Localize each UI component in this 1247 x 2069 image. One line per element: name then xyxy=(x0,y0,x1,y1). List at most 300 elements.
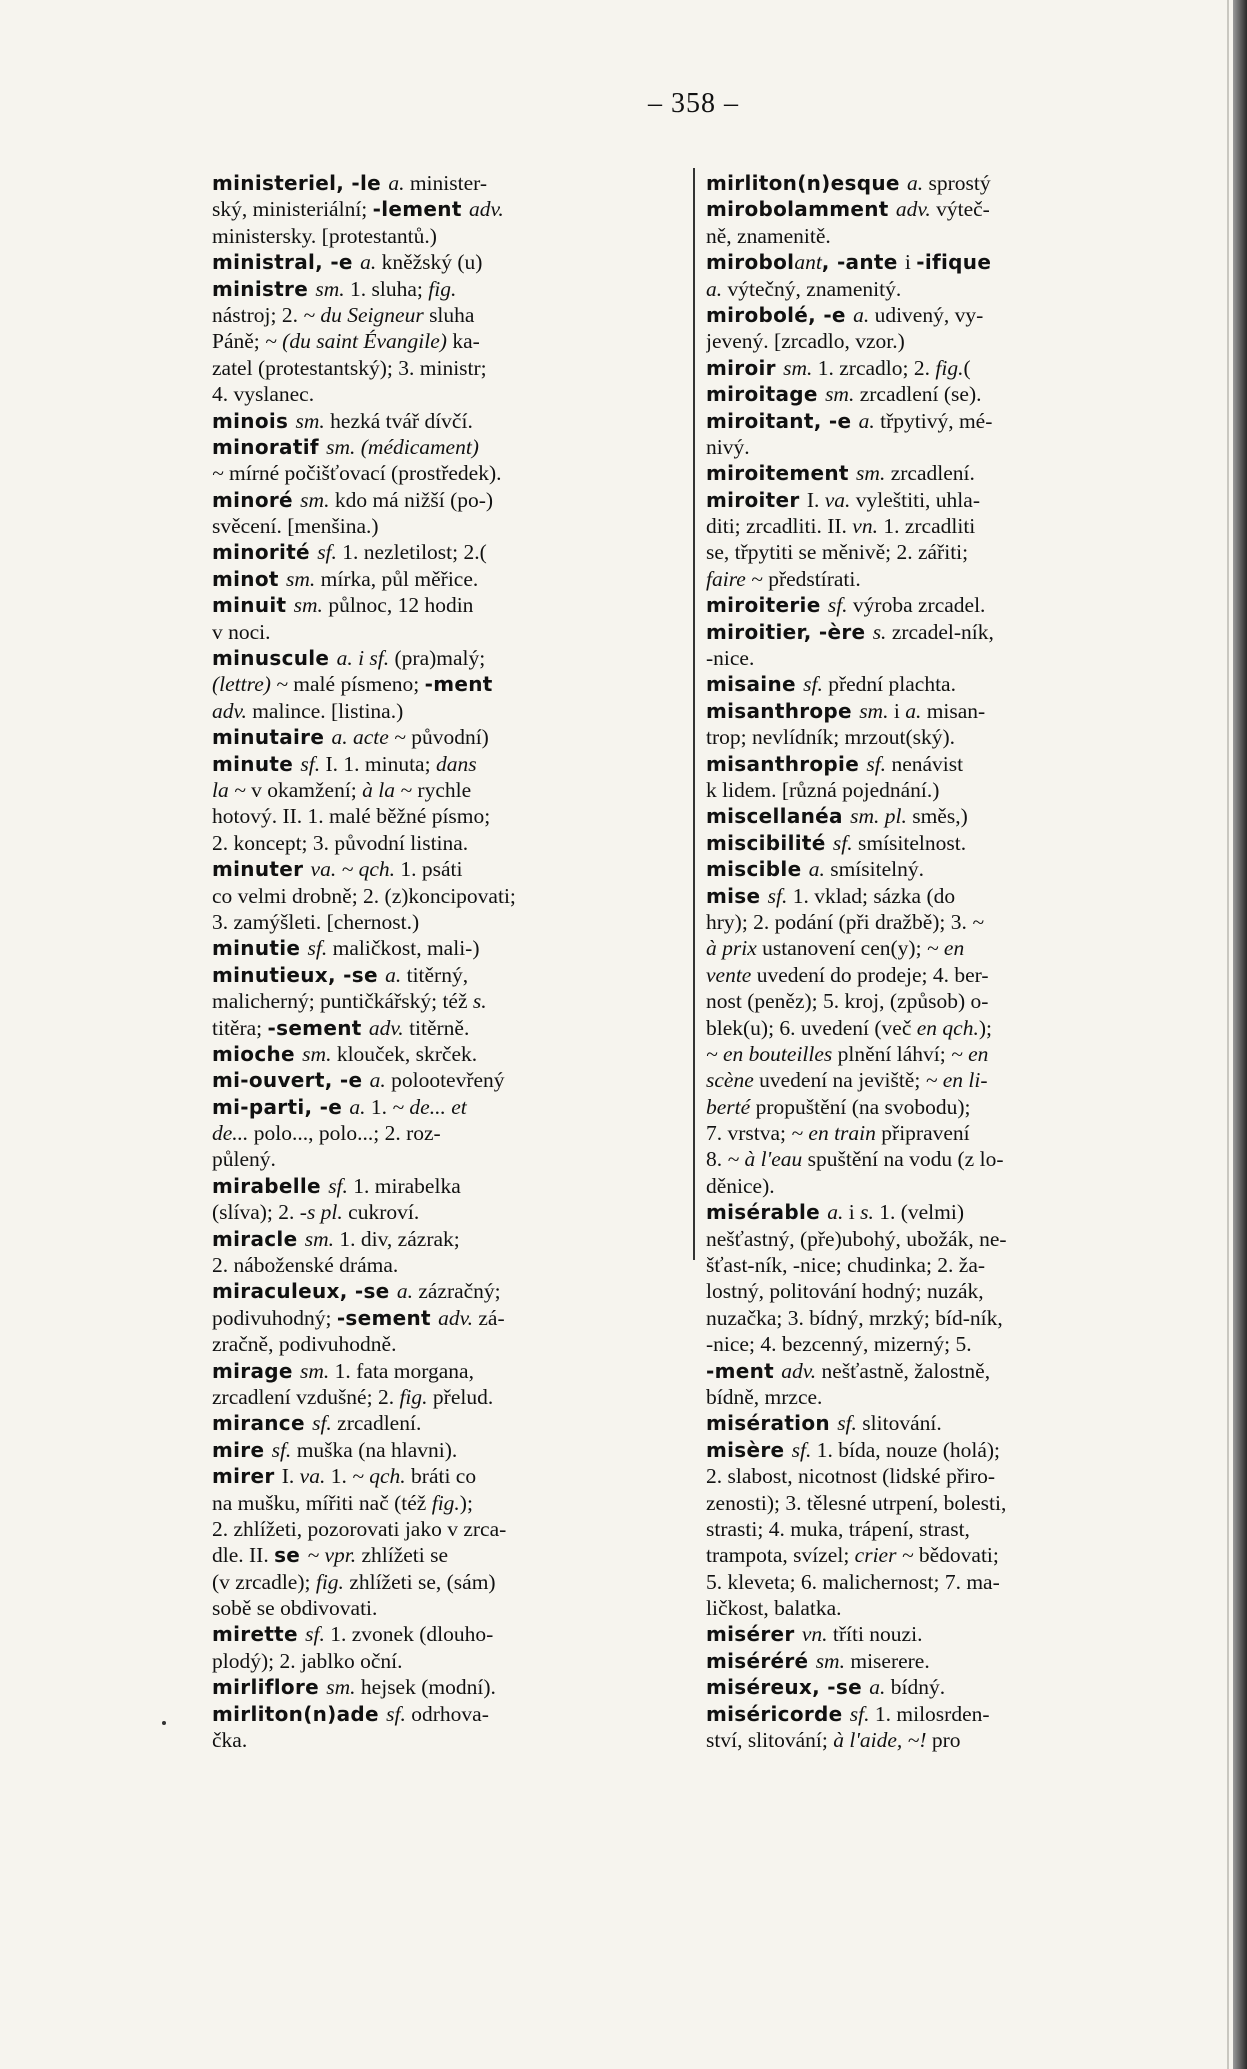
definition-text: mírka, půl měřice. xyxy=(320,566,479,591)
dictionary-line xyxy=(212,830,687,856)
definition-text: 1. xyxy=(370,1094,393,1119)
definition-text: klouček, skrček. xyxy=(336,1041,478,1066)
dictionary-line xyxy=(212,1410,687,1436)
dictionary-line xyxy=(212,1358,687,1384)
definition-text: 1. psáti xyxy=(400,857,463,882)
dictionary-line xyxy=(706,1542,1182,1568)
italic-text: fig. xyxy=(315,1569,350,1594)
definition-text: smísitelný. xyxy=(830,857,924,882)
definition-text: 1. mirabelka xyxy=(353,1173,461,1198)
page-edge-shadow xyxy=(1233,0,1247,2069)
definition-text: titěra; xyxy=(212,1015,268,1040)
dictionary-line xyxy=(706,1252,1182,1278)
headword: -sement xyxy=(336,1305,439,1330)
dictionary-line xyxy=(212,1252,687,1278)
dictionary-line xyxy=(706,566,1182,592)
headword: mire xyxy=(212,1437,272,1462)
definition-text: dle. II. xyxy=(212,1543,275,1568)
dictionary-line xyxy=(212,1305,687,1331)
italic-text: vn. xyxy=(852,514,884,539)
dictionary-line xyxy=(706,1410,1182,1436)
headword: miroitant, -e xyxy=(706,408,859,433)
headword: minute xyxy=(212,751,301,776)
definition-text: zrcadlení. xyxy=(337,1411,422,1436)
dictionary-line xyxy=(706,302,1182,328)
italic-text: a. xyxy=(906,171,929,195)
headword: misanthropie xyxy=(706,751,867,776)
dictionary-line xyxy=(706,355,1182,381)
definition-text: bídný. xyxy=(890,1675,946,1700)
italic-text: a. xyxy=(858,408,881,433)
dictionary-line xyxy=(212,1067,687,1093)
dictionary-line xyxy=(212,698,687,724)
italic-text: sm. xyxy=(825,382,860,407)
dictionary-line xyxy=(706,909,1182,935)
italic-text: à prix xyxy=(706,936,763,961)
definition-text: na mušku, mířiti nač (též xyxy=(212,1490,432,1515)
dictionary-line xyxy=(212,1701,687,1727)
dictionary-line xyxy=(212,1542,687,1568)
italic-text: ~ qch. xyxy=(352,1464,412,1489)
italic-text: adv. xyxy=(468,197,504,222)
dictionary-line xyxy=(212,1437,687,1463)
headword: miraculeux, -se xyxy=(212,1279,397,1304)
italic-text: ~ en xyxy=(951,1041,989,1066)
definition-text: 5. kleveta; 6. malichernost; 7. ma- xyxy=(706,1569,1000,1594)
dictionary-line xyxy=(212,276,687,302)
dictionary-line xyxy=(706,1490,1182,1516)
italic-text: a. xyxy=(360,250,382,275)
dictionary-line xyxy=(706,962,1182,988)
italic-text: ant xyxy=(794,250,822,275)
italic-text: sf. xyxy=(837,1411,863,1436)
headword: minutie xyxy=(212,936,308,961)
headword: minutieux, -se xyxy=(212,962,386,987)
definition-text: rychle xyxy=(417,777,472,802)
dictionary-line xyxy=(212,1621,687,1647)
italic-text: berté xyxy=(706,1094,756,1119)
dictionary-line xyxy=(706,1173,1182,1199)
dictionary-line xyxy=(212,1648,687,1674)
definition-text: polootevřený xyxy=(391,1068,505,1093)
dictionary-line xyxy=(706,619,1182,645)
headword: -sement xyxy=(267,1015,369,1040)
dictionary-line xyxy=(212,539,687,565)
definition-text: děnice). xyxy=(706,1173,775,1198)
italic-text: sm. xyxy=(856,461,891,486)
definition-text: i xyxy=(904,250,917,275)
dictionary-line xyxy=(212,724,687,750)
definition-text: minister- xyxy=(409,171,488,195)
definition-text: ustanovení cen(y); xyxy=(762,936,927,961)
headword: mirette xyxy=(212,1622,306,1647)
italic-text: ~ en xyxy=(926,936,965,961)
definition-text: malince. [listina.) xyxy=(252,698,404,723)
italic-text: sf. xyxy=(300,751,326,776)
italic-text: fig. xyxy=(431,1490,460,1515)
dictionary-line xyxy=(706,408,1182,434)
italic-text: s. xyxy=(872,619,892,644)
dictionary-line xyxy=(706,1199,1182,1225)
dictionary-line xyxy=(706,1674,1182,1700)
definition-text: I. xyxy=(281,1464,300,1489)
definition-text: hotový. II. 1. malé běžné písmo; xyxy=(212,804,491,829)
headword: mirliflore xyxy=(212,1675,327,1700)
dictionary-line xyxy=(212,619,687,645)
dictionary-line xyxy=(212,434,687,460)
dictionary-line xyxy=(706,1384,1182,1410)
headword: minuscule xyxy=(212,646,337,671)
dictionary-line xyxy=(706,1701,1182,1727)
headword: mise xyxy=(706,883,768,908)
italic-text: fig. xyxy=(935,355,964,380)
italic-text: sf. xyxy=(271,1437,297,1462)
dictionary-line xyxy=(212,1199,687,1225)
dictionary-line xyxy=(212,1226,687,1252)
dictionary-line xyxy=(212,249,687,275)
dictionary-line xyxy=(706,328,1182,354)
definition-text: 1. (velmi) xyxy=(879,1200,965,1225)
italic-text: sf. xyxy=(307,936,333,961)
italic-text: scène xyxy=(706,1068,760,1093)
definition-text: muška (na hlavni). xyxy=(296,1437,458,1462)
italic-text: sf. xyxy=(832,830,858,855)
definition-text: spuštění na vodu (z lo- xyxy=(807,1147,1004,1172)
dictionary-line xyxy=(706,1358,1182,1384)
definition-text: 1. div, zázrak; xyxy=(339,1226,460,1251)
italic-text: sm. xyxy=(315,276,351,301)
italic-text: a. i sf. xyxy=(336,646,395,671)
italic-text: sf. xyxy=(328,1173,354,1198)
headword: miroiterie xyxy=(706,593,828,618)
definition-text: hry); 2. podání (při dražbě); 3. xyxy=(706,909,973,934)
italic-text: ~ xyxy=(972,909,984,934)
definition-text: v noci. xyxy=(212,619,271,644)
italic-text: a. xyxy=(349,1094,371,1119)
dictionary-line xyxy=(706,381,1182,407)
italic-text: ~ du Seigneur xyxy=(303,302,430,327)
definition-text: 2. náboženské dráma. xyxy=(212,1253,399,1278)
italic-text: vn. xyxy=(801,1622,833,1647)
dictionary-line xyxy=(706,1305,1182,1331)
dictionary-line xyxy=(706,592,1182,618)
headword: miscellanéa xyxy=(706,804,851,829)
dictionary-line xyxy=(212,1120,687,1146)
definition-text: cukroví. xyxy=(348,1200,420,1225)
definition-text: tříti nouzi. xyxy=(832,1622,923,1647)
definition-text: ství, slitování; xyxy=(706,1728,834,1753)
italic-text: s. xyxy=(860,1200,880,1225)
definition-text: odrhova- xyxy=(411,1701,489,1726)
definition-text: v okamžení; xyxy=(251,777,363,802)
headword: minuit xyxy=(212,593,294,618)
definition-text: i xyxy=(848,1200,861,1225)
page-edge-line xyxy=(1227,0,1229,2069)
headword: miroiter xyxy=(706,487,807,512)
definition-text: zhlížeti se xyxy=(361,1543,449,1568)
dictionary-line xyxy=(706,830,1182,856)
definition-text: sobě se obdivovati. xyxy=(212,1596,378,1621)
definition-text: ličkost, balatka. xyxy=(706,1596,842,1621)
definition-text: kněžský (u) xyxy=(381,250,483,275)
definition-text: ministersky. [protestantů.) xyxy=(212,223,437,248)
definition-text: co velmi drobně; 2. (z)koncipovati; xyxy=(212,883,516,908)
headword: mirabelle xyxy=(212,1173,329,1198)
definition-text: malé písmeno; xyxy=(293,672,425,697)
dictionary-line xyxy=(212,170,687,196)
dictionary-line xyxy=(212,751,687,777)
definition-text: I. xyxy=(806,487,825,512)
definition-text: zrcadlení (se). xyxy=(859,382,982,407)
headword: minois xyxy=(212,408,296,433)
italic-text: crier ~ xyxy=(854,1543,919,1568)
headword: misérer xyxy=(706,1622,802,1647)
definition-text: lostný, politování hodný; nuzák, xyxy=(706,1279,984,1304)
italic-text: sm. pl. xyxy=(850,804,913,829)
italic-text: sf. xyxy=(317,540,343,565)
italic-text: a. xyxy=(827,1200,849,1225)
definition-text: hezká tvář dívčí. xyxy=(330,408,473,433)
headword: minoratif xyxy=(212,434,327,459)
dictionary-line xyxy=(212,1094,687,1120)
italic-text: va. xyxy=(299,1464,331,1489)
italic-text: va. ~ qch. xyxy=(310,857,401,882)
definition-text: sprostý xyxy=(928,171,991,195)
dictionary-line xyxy=(212,1173,687,1199)
dictionary-line xyxy=(706,1331,1182,1357)
definition-text: směs,) xyxy=(912,804,968,829)
dictionary-line xyxy=(212,909,687,935)
dictionary-line xyxy=(212,302,687,328)
right-column xyxy=(706,170,1182,1753)
definition-text: připravení xyxy=(881,1121,970,1146)
definition-text: 7. vrstva; xyxy=(706,1121,792,1146)
definition-text: přelud. xyxy=(432,1384,494,1409)
italic-text: sm. xyxy=(815,1648,851,1673)
italic-text: ~ vpr. xyxy=(307,1543,362,1568)
definition-text: zázračný; xyxy=(418,1279,501,1304)
headword: ministre xyxy=(212,276,316,301)
italic-text: sf. xyxy=(305,1622,331,1647)
definition-text: ( xyxy=(963,355,971,380)
italic-text: a. acte ~ xyxy=(331,725,412,750)
definition-text: k lidem. [různá pojednání.) xyxy=(706,777,940,802)
italic-text: a. xyxy=(396,1279,419,1304)
headword: miscibilité xyxy=(706,830,833,855)
definition-text: 1. nezletilost; 2.( xyxy=(342,540,487,565)
definition-text: 4. vyslanec. xyxy=(212,382,315,407)
italic-text: adv. xyxy=(368,1015,410,1040)
definition-text: 1. fata morgana, xyxy=(334,1358,474,1383)
definition-text: třpytivý, mé- xyxy=(880,408,993,433)
definition-text: původní) xyxy=(411,725,489,750)
dictionary-line xyxy=(212,1569,687,1595)
dictionary-line xyxy=(706,1067,1182,1093)
definition-text: uvedení do prodeje; 4. ber- xyxy=(756,962,989,987)
definition-text: přední plachta. xyxy=(828,672,956,697)
definition-text: šťast-ník, -nice; chudinka; 2. ža- xyxy=(706,1253,986,1278)
definition-text: zračně, podivuhodně. xyxy=(212,1332,397,1357)
headword: -ment xyxy=(424,672,493,697)
definition-text: 1. milosrden- xyxy=(874,1701,990,1726)
definition-text: zrcadlení vzdušné; 2. xyxy=(212,1384,400,1409)
definition-text: ský, ministeriální; xyxy=(212,197,373,222)
italic-text: sm. xyxy=(783,355,818,380)
definition-text: bědovati; xyxy=(918,1543,999,1568)
headword: mirliton(n)esque xyxy=(706,171,907,195)
italic-text: adv. xyxy=(212,698,253,723)
dictionary-line xyxy=(706,460,1182,486)
definition-text: nešťastný, (pře)ubohý, ubožák, ne- xyxy=(706,1226,1007,1251)
definition-text: maličkost, mali-) xyxy=(332,936,480,961)
definition-text: 1. xyxy=(330,1464,353,1489)
dictionary-line xyxy=(706,1146,1182,1172)
definition-text: strasti; 4. muka, trápení, strast, xyxy=(706,1516,970,1541)
italic-text: sm. xyxy=(286,566,321,591)
headword: mirobol xyxy=(706,250,795,275)
definition-text: 1. vklad; sázka (do xyxy=(792,883,956,908)
dictionary-line xyxy=(706,1727,1182,1753)
definition-text: nešťastně, žalostně, xyxy=(821,1358,991,1383)
dictionary-line xyxy=(706,1120,1182,1146)
dictionary-line xyxy=(212,1490,687,1516)
headword: miséreux, -se xyxy=(706,1675,870,1700)
definition-text: se, třpytiti se měnivě; 2. zářiti; xyxy=(706,540,969,565)
dictionary-line xyxy=(706,988,1182,1014)
headword: miroitage xyxy=(706,382,826,407)
italic-text: sm. (médicament) xyxy=(326,434,479,459)
definition-text: nenávist xyxy=(891,751,964,776)
definition-text: (pra)malý; xyxy=(394,646,486,671)
dictionary-line xyxy=(706,698,1182,724)
italic-text: a. xyxy=(385,962,407,987)
definition-text: malicherný; puntičkářský; též xyxy=(212,989,473,1014)
dictionary-line xyxy=(212,988,687,1014)
definition-text: sluha xyxy=(429,302,475,327)
italic-text: sm. xyxy=(300,487,335,512)
dictionary-line xyxy=(212,1463,687,1489)
dictionary-line xyxy=(706,1437,1182,1463)
definition-text: 1. sluha; xyxy=(350,276,429,301)
italic-text: -s pl. xyxy=(299,1200,349,1225)
dictionary-line xyxy=(212,1384,687,1410)
definition-text: plodý); 2. jablko oční. xyxy=(212,1648,403,1673)
definition-text: výteč- xyxy=(936,197,990,222)
dictionary-line xyxy=(212,355,687,381)
headword: mi-parti, -e xyxy=(212,1094,350,1119)
headword: mirobolamment xyxy=(706,197,896,222)
italic-text: sf. xyxy=(866,751,892,776)
dictionary-line xyxy=(212,328,687,354)
italic-text: adv. xyxy=(438,1305,479,1330)
headword: mirliton(n)ade xyxy=(212,1701,387,1726)
italic-text: fig. xyxy=(399,1384,433,1409)
dictionary-line xyxy=(706,513,1182,539)
dictionary-line xyxy=(212,1015,687,1041)
definition-text: propuštění (na svobodu); xyxy=(755,1094,971,1119)
definition-text: 3. zamýšleti. [chernost.) xyxy=(212,909,420,934)
headword: mirobolé, -e xyxy=(706,302,854,327)
headword: misérable xyxy=(706,1200,828,1225)
italic-text: la ~ xyxy=(212,777,252,802)
dictionary-line xyxy=(706,249,1182,275)
italic-text: sm. xyxy=(304,1226,340,1251)
headword: miscible xyxy=(706,857,809,882)
italic-text: adv. xyxy=(895,197,937,222)
definition-text: polo..., polo...; 2. roz- xyxy=(253,1121,441,1146)
dictionary-line xyxy=(706,1041,1182,1067)
dictionary-line xyxy=(706,196,1182,222)
dictionary-line xyxy=(706,539,1182,565)
definition-text: 8. xyxy=(706,1147,728,1172)
dictionary-line xyxy=(212,1516,687,1542)
headword: -lement xyxy=(372,197,469,222)
definition-text: uvedení na jeviště; xyxy=(759,1068,926,1093)
italic-text: a. xyxy=(853,302,875,327)
italic-text: ~ xyxy=(212,461,230,486)
definition-text: 1. bída, nouze (holá); xyxy=(816,1437,1001,1462)
headword: mirance xyxy=(212,1411,313,1436)
headword: minoré xyxy=(212,487,301,512)
dictionary-line xyxy=(706,645,1182,671)
italic-text: va. xyxy=(824,487,856,512)
definition-text: nost (peněz); 5. kroj, (způsob) o- xyxy=(706,989,989,1014)
headword: -ifique xyxy=(916,250,992,275)
definition-text: 1. zvonek (dlouho- xyxy=(330,1622,494,1647)
dictionary-line xyxy=(212,935,687,961)
dictionary-line xyxy=(706,1516,1182,1542)
column-divider xyxy=(693,168,695,1260)
italic-text: sf. xyxy=(827,593,853,618)
dictionary-line xyxy=(212,1146,687,1172)
italic-text: sf. xyxy=(767,883,793,908)
definition-text: I. 1. minuta; xyxy=(325,751,436,776)
dictionary-line xyxy=(212,671,687,697)
dictionary-line xyxy=(706,751,1182,777)
italic-text: ~ (du saint Évangile) xyxy=(265,329,453,354)
definition-text: trampota, svízel; xyxy=(706,1543,855,1568)
dictionary-line xyxy=(212,1674,687,1700)
dictionary-line xyxy=(212,1278,687,1304)
definition-text: titěrně. xyxy=(409,1015,470,1040)
headword: minutaire xyxy=(212,725,332,750)
headword: misération xyxy=(706,1411,838,1436)
headword: miséricorde xyxy=(706,1701,850,1726)
dictionary-line xyxy=(706,856,1182,882)
italic-text: (lettre) ~ xyxy=(212,672,294,697)
italic-text: sf. xyxy=(803,672,829,697)
dictionary-line xyxy=(706,1226,1182,1252)
definition-text: ); xyxy=(978,1015,992,1040)
definition-text: plnění láhví; xyxy=(837,1041,952,1066)
dictionary-line xyxy=(706,1621,1182,1647)
dictionary-line xyxy=(212,460,687,486)
definition-text: předstírati. xyxy=(768,566,861,591)
italic-text: sf. xyxy=(386,1701,412,1726)
dictionary-line xyxy=(212,487,687,513)
dictionary-line xyxy=(706,935,1182,961)
italic-text: vente xyxy=(706,962,757,987)
dictionary-line xyxy=(706,777,1182,803)
italic-text: sf. xyxy=(791,1437,817,1462)
dictionary-line xyxy=(706,1015,1182,1041)
definition-text: misan- xyxy=(926,698,986,723)
dictionary-line xyxy=(212,1041,687,1067)
definition-text: Páně; xyxy=(212,329,266,354)
italic-text: sm. xyxy=(300,1358,335,1383)
italic-text: de... xyxy=(212,1121,254,1146)
italic-text: a. xyxy=(369,1068,392,1093)
